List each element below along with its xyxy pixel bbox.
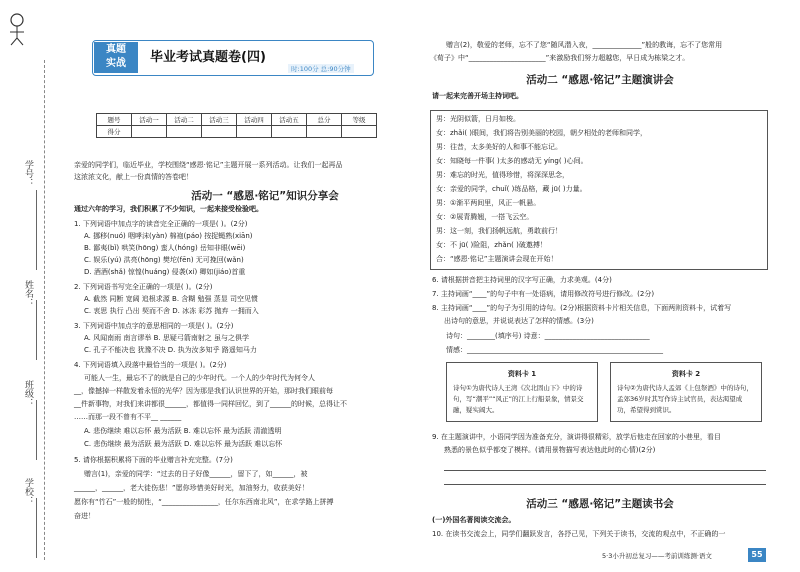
activity2-title: 活动二 “感恩·铭记”主题演讲会	[526, 74, 674, 86]
class-label: 班级：	[23, 380, 33, 407]
score-cell[interactable]	[272, 126, 307, 138]
footer-text: 5·3小升初总复习——考前训练测·语文	[602, 552, 712, 560]
score-cell[interactable]	[237, 126, 272, 138]
score-cell[interactable]	[132, 126, 167, 138]
table-cell: 等级	[342, 114, 377, 126]
mascot-icon	[6, 12, 28, 46]
question-1: 1. 下列词语中加点字的读音完全正确的一项是( )。(2分)	[74, 220, 248, 228]
q2-options-ab[interactable]: A. 截然 同断 宽阔 追根求源 B. 含糊 勉强 蒸显 司空见惯	[84, 295, 258, 303]
card-2-title: 资料卡 2	[671, 370, 701, 378]
q4-paragraph-1: 可能人一生，最忘不了的就是自己的少年时代。一个人的少年时代为何令人	[84, 374, 315, 382]
question-3: 3. 下列词语中加点字的意思相同的一项是( )。(2分)	[74, 322, 234, 330]
activity1-subtitle: 通过六年的学习，我们积累了不少知识，一起来接受检验吧。	[74, 205, 263, 213]
script-line[interactable]: 女：知晓每一件事( )太多的感动无 yíng( )心间。	[436, 157, 588, 165]
answer-line[interactable]	[444, 484, 766, 485]
question-10: 10. 在读书交流会上，同学们翻跃发言，各抒己见，下列关于读书，交流的观点中，不正确的一	[432, 530, 726, 538]
q1-option-a[interactable]: A. 挪移(nuó) 咽哮沫(yàn) 棉袍(páo) 按捉蝇熟(xiān)	[84, 232, 253, 240]
section-tag	[94, 42, 138, 73]
question-2: 2. 下列词语书写完全正确的一项是( )。(2分)	[74, 283, 213, 291]
tag-line-1: 真题	[106, 44, 126, 55]
card-1-title: 资料卡 1	[507, 370, 537, 378]
school-field[interactable]	[36, 498, 37, 558]
q1-option-c[interactable]: C. 娱乐(yú) 洪亮(hōng) 樊坨(fēn) 无可挽回(wǎn)	[84, 256, 244, 264]
script-line[interactable]: 女：不 jū( )险阻，zhǎn( )破邀搏！	[436, 241, 547, 249]
card-2-body: 诗句②为唐代诗人孟郊《上包祭酒》中的诗句，孟郊36岁时其写作诗主试官员，表达渴望成功，希望得到赏识。	[617, 384, 753, 414]
info-card-1	[446, 362, 598, 422]
answer-line[interactable]	[444, 470, 766, 471]
activity3-title: 活动三 “感恩·铭记”主题读书会	[526, 498, 674, 510]
q4-options-ab[interactable]: A. 悲伤继续 难以忘怀 最为活跃 B. 难以忘怀 最为活跃 清澈透明	[84, 427, 282, 435]
q5-paragraph-3[interactable]: 愿你有“竹石”一般的韧性，“________________，任尔东西南北风”，在求学路上拼搏	[74, 498, 334, 506]
table-cell: 活动四	[237, 114, 272, 126]
score-header-row	[97, 114, 377, 126]
farewell-2-line-1[interactable]: 赠言(2)，敬爱的老师，忘不了您“随风潜入夜，______________”般的教诲，忘不了您常用	[446, 41, 723, 49]
q5-paragraph-1[interactable]: 赠言(1)，亲爱的同学：“过去的日子好像______，留下了，如______，被	[84, 470, 308, 478]
question-6: 6. 请根据拼音把主持词里的汉字写正确，力求美观。(4分)	[432, 276, 612, 284]
card-1-body: 诗句①为唐代诗人王湾《次北固山下》中的诗句，写“潮平”“风正”的江上行船景象，情景交融，疑实阔大。	[453, 384, 584, 414]
script-line: 女：②展青腾翘，一搭飞云空。	[436, 213, 534, 221]
script-line: 男：这一刻，我们扬帆远航，勇敢前行！	[436, 227, 562, 235]
q1-option-b[interactable]: B. 鄙夷(bǐ) 哄笑(hōng) 蛮人(hóng) 岳知非眼(wēi)	[84, 244, 246, 252]
score-cell[interactable]	[307, 126, 342, 138]
table-cell: 得分	[97, 126, 132, 138]
q3-options-cd[interactable]: C. 孔子不能决也 犹豫不决 D. 执为汝多知乎 路遥知马力	[84, 346, 257, 354]
q5-paragraph-4: 奋进！	[74, 512, 95, 520]
student-id-field[interactable]	[36, 190, 37, 270]
q3-options-ab[interactable]: A. 风闻南雨 南言谬举 B. 思疑弓箭南射之 虽与之俱学	[84, 334, 250, 342]
q8-feeling-answer[interactable]: 情感：________________________________________________________	[446, 346, 663, 354]
school-label: 学校：	[23, 478, 33, 505]
script-line: 男：往昔，太多美好的人和事不能忘记。	[436, 143, 562, 151]
script-line: 男：光阴似箭，日月如梭。	[436, 115, 520, 123]
table-cell: 活动三	[202, 114, 237, 126]
score-cell[interactable]	[342, 126, 377, 138]
info-card-2	[610, 362, 762, 422]
score-table	[96, 113, 377, 138]
page-number: 55	[748, 548, 766, 562]
farewell-2-line-2[interactable]: 《荀子》中“______________________”来激励我们努力超越您，早日成为栋梁之才。	[430, 54, 690, 62]
q4-paragraph-2: __，像撼掉一样散发着永恒的光华？因为那是我们认识世界的开始，那时我们眼前每	[74, 387, 333, 395]
q5-paragraph-2[interactable]: ______，______，老大徒伤悲！”愿你珍惜美好时光，加油努力，收获美好！	[74, 484, 309, 492]
intro-line-2: 这浓浓文化，献上一份真情的答卷吧！	[74, 173, 193, 181]
question-5: 5. 请你根据积累将下面的毕业赠言补充完整。(7分)	[74, 456, 233, 464]
q2-options-cd[interactable]: C. 衷思 执行 凸出 契而不舍 D. 冰冻 彩苏 抛弃 一拥而入	[84, 307, 259, 315]
q1-option-d[interactable]: D. 酒酒(shǎ) 惊惶(huáng) 侵袭(xí) 卿如(jiáo)首重	[84, 268, 246, 276]
q4-paragraph-4: ……而那一段不曾有不平__ ______	[74, 413, 182, 421]
script-line: 合：“感恩·铭记”主题演讲会现在开始！	[436, 255, 558, 263]
table-cell: 总分	[307, 114, 342, 126]
time-badge: 时:100分 总:90分钟	[288, 64, 354, 73]
class-field[interactable]	[36, 400, 37, 460]
tag-line-2: 实战	[106, 58, 126, 69]
q4-options-cd[interactable]: C. 悲伤继续 最为活跃 最为活跃 D. 难以忘怀 最为活跃 难以忘怀	[84, 440, 283, 448]
script-line: 男：难忘的时光，值得珍惜，将深深思念，	[436, 171, 569, 179]
question-4: 4. 下列词语填入段落中最恰当的一项是( )。(2分)	[74, 361, 227, 369]
table-cell: 活动一	[132, 114, 167, 126]
name-field[interactable]	[36, 300, 37, 360]
script-line[interactable]: 女：zhǎi( )眼间，我们将告别美丽的校园，朝夕相处的老师和同学，	[436, 129, 648, 137]
q4-paragraph-3: __件新事物，对我们来讲都很______，都值得一同样回忆，到了______的时候，总得让不	[74, 400, 347, 408]
table-cell: 活动二	[167, 114, 202, 126]
activity2-subtitle: 请一起来完善开场主持词吧。	[432, 92, 523, 100]
page-title: 毕业考试真题卷(四)	[150, 50, 266, 65]
score-value-row	[97, 126, 377, 138]
section-heading: (一)外国名著阅读交流会。	[432, 516, 516, 524]
score-cell[interactable]	[167, 126, 202, 138]
question-9: 9. 在主题演讲中，小语同学因为准备充分，演讲得很精彩，放学后他走在回家的小巷里，看目	[432, 433, 721, 441]
question-8-cont: 出诗句的意思，并说说表达了怎样的情感。(3分)	[444, 317, 594, 325]
score-cell[interactable]	[202, 126, 237, 138]
intro-line-1: 亲爱的同学们，临近毕业，学校围绕“感恩·铭记”主题开展一系列活动。让我们一起再品	[74, 161, 343, 169]
script-line[interactable]: 女：亲爱的同学，chuǐ( )练品格，藏 jū( )力量。	[436, 185, 587, 193]
name-label: 姓名：	[23, 280, 33, 307]
activity1-title: 活动一 “感恩·铭记”知识分享会	[191, 190, 339, 202]
student-id-label: 学号：	[23, 160, 33, 187]
question-7: 7. 主持词画“____”的句子中有一处语病，请用修改符号进行修改。(2分)	[432, 290, 655, 298]
binding-line	[44, 60, 45, 560]
table-cell: 题号	[97, 114, 132, 126]
table-cell: 活动五	[272, 114, 307, 126]
q8-poem-answer[interactable]: 诗句：________(填序号) 诗意：______________________________	[446, 332, 650, 340]
question-8: 8. 主持词画“____”的句子为引用的诗句。(2分)根据资料卡片相关信息，下面两则资料卡，试着写	[432, 304, 732, 312]
question-9-cont: 熟悉的景色似乎都变了模样。(请用景物描写表达他此时的心情)(2分)	[444, 446, 656, 454]
script-line: 男：①渐平两间里，风正一帆悬。	[436, 199, 541, 207]
